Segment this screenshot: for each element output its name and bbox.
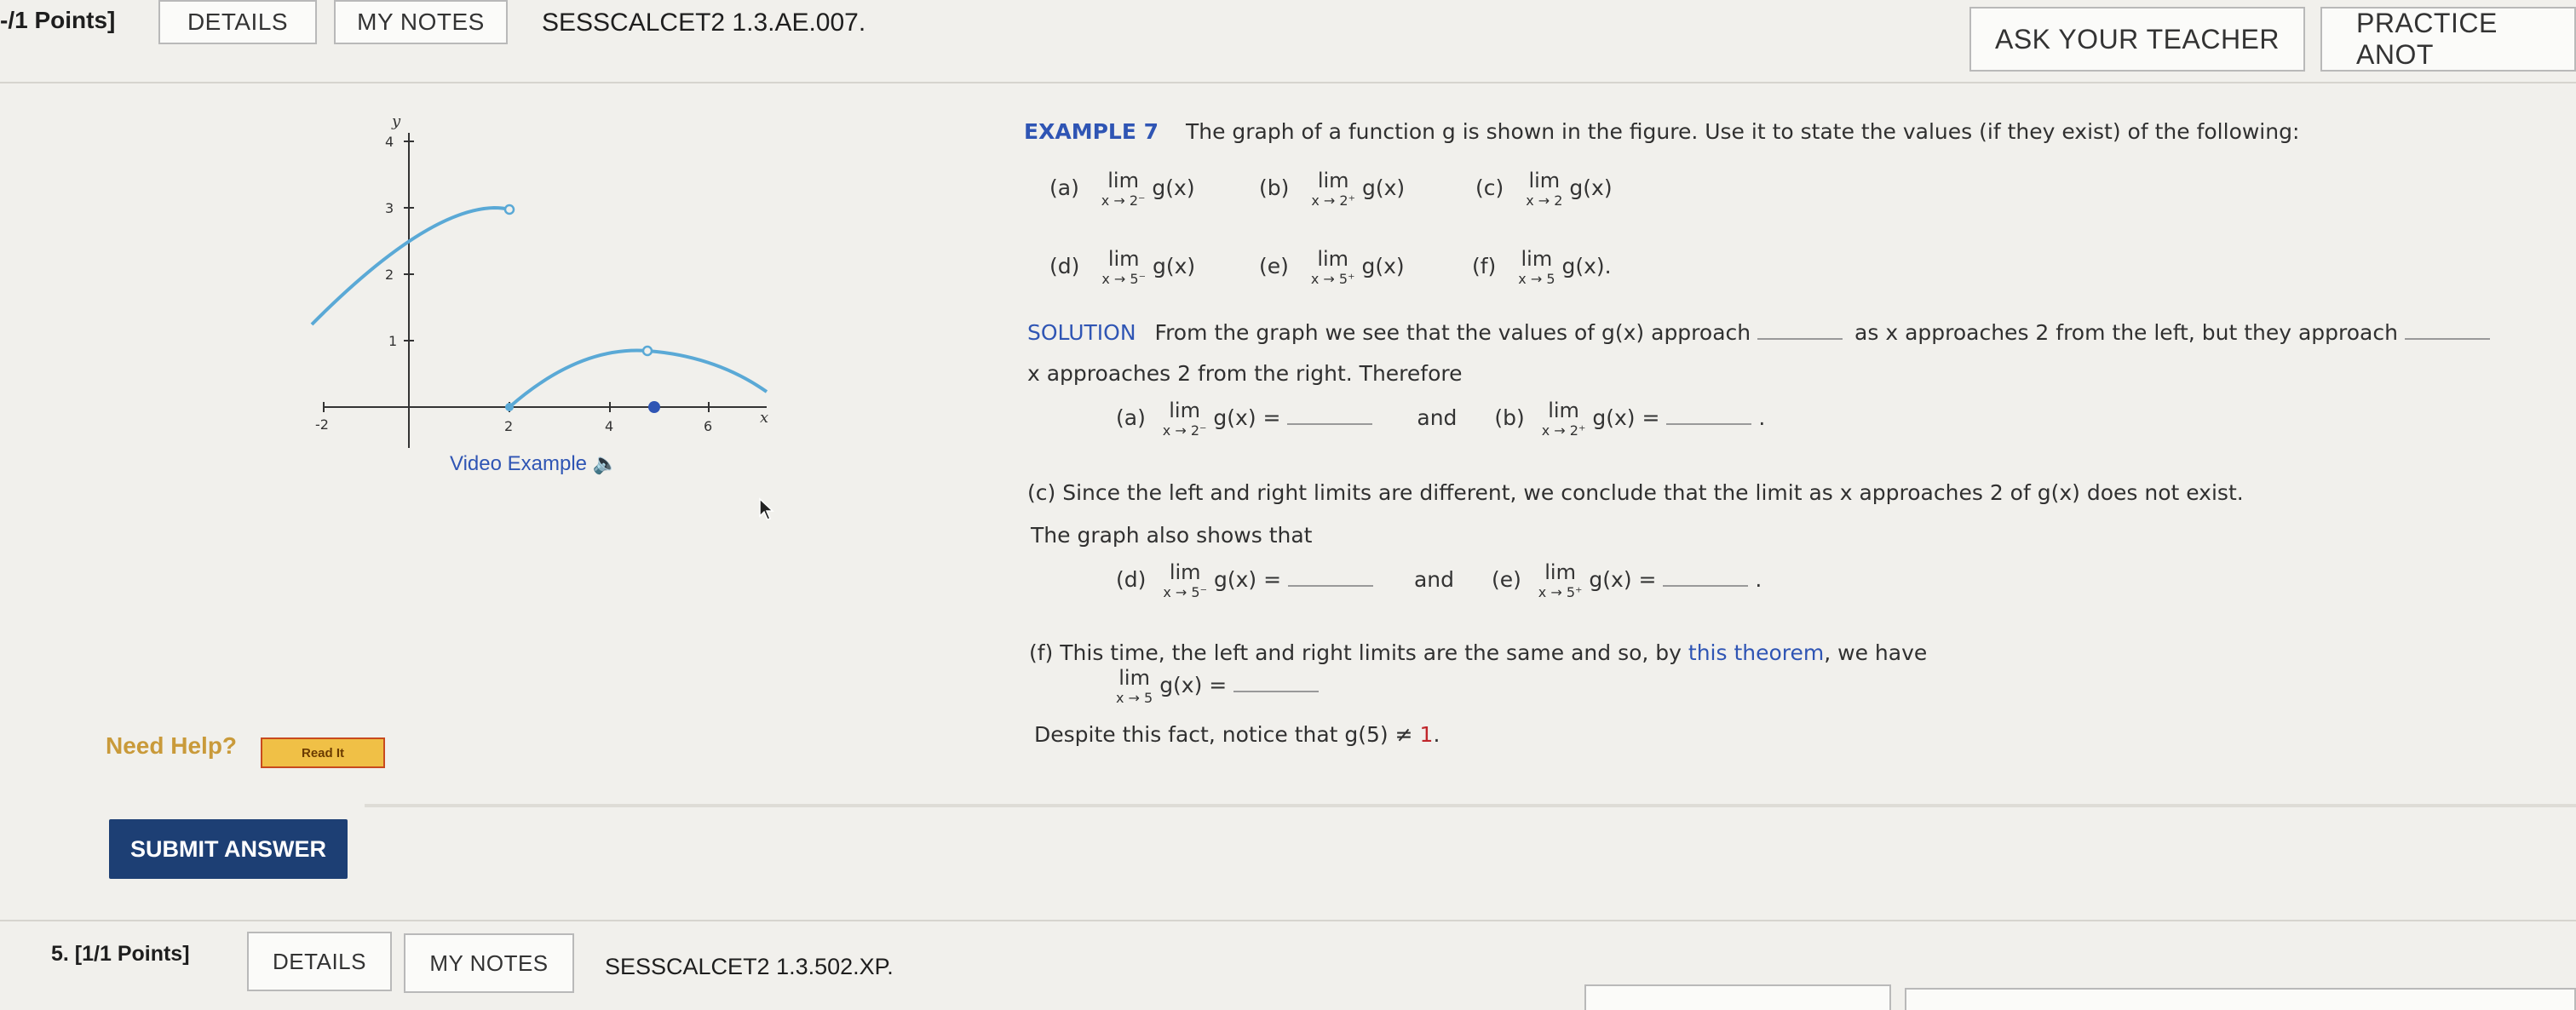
next-my-notes-button[interactable]: MY NOTES [404, 933, 574, 993]
next-practice-button[interactable] [1905, 988, 2576, 1010]
divider [0, 82, 2576, 83]
highlight-value: 1 [1419, 722, 1434, 747]
lim-subscript: x → 5⁻ [1101, 271, 1147, 287]
x-tick-label: 6 [704, 418, 713, 434]
solution-a-b-row [1116, 400, 1765, 438]
theorem-link[interactable]: this theorem [1688, 640, 1825, 665]
question-code: SESSCALCET2 1.3.AE.007. [542, 9, 866, 37]
example-title: EXAMPLE 7 [1024, 119, 1159, 144]
lim-subscript: x → 2⁺ [1541, 422, 1586, 439]
solution-text: , we have [1824, 640, 1928, 665]
lim-word: lim [1317, 169, 1349, 192]
solution-text: as x approaches 2 from the left, but they approach [1854, 320, 2398, 345]
lim-word: lim [1169, 399, 1200, 422]
lim-subscript: x → 5⁺ [1310, 271, 1355, 287]
lim-subscript: x → 2⁻ [1101, 192, 1146, 209]
solution-text: From the graph we see that the values of g(x) approach [1154, 320, 1751, 345]
y-tick-label: 2 [385, 267, 394, 283]
answer-blank-e[interactable] [1663, 585, 1748, 587]
details-button[interactable]: DETAILS [158, 0, 317, 44]
lim-word: lim [1107, 169, 1139, 192]
item-expr: g(x) [1152, 254, 1196, 278]
answer-blank-f[interactable] [1233, 691, 1319, 692]
and-word: and [1413, 567, 1454, 592]
next-points-label: 5. [1/1 Points] [51, 942, 190, 966]
points-label: -/1 Points] [0, 7, 116, 33]
answer-blank-d[interactable] [1288, 585, 1373, 587]
limit-item-d [1049, 249, 1195, 286]
submit-answer-button[interactable]: SUBMIT ANSWER [109, 819, 348, 879]
speaker-icon[interactable]: 🔈 [592, 452, 618, 475]
expr: g(x) = [1213, 405, 1281, 430]
item-label: (c) [1475, 175, 1504, 200]
item-label: (d) [1049, 254, 1080, 278]
example-prompt: The graph of a function g is shown in the figure. Use it to state the values (if they exist) of the following: [1185, 119, 2300, 144]
lim-subscript: x → 2⁺ [1311, 192, 1356, 209]
x-tick-label: 2 [504, 418, 514, 434]
expr: g(x) = [1213, 567, 1282, 592]
item-label: (f) [1472, 254, 1497, 278]
expr: g(x) = [1589, 567, 1657, 592]
lim-word: lim [1521, 247, 1553, 271]
x-tick-label: 4 [605, 418, 614, 434]
y-tick-label: 4 [385, 134, 394, 150]
item-expr: g(x) [1361, 175, 1406, 200]
y-tick-label: 1 [388, 333, 398, 349]
answer-blank[interactable] [1757, 338, 1843, 340]
my-notes-button[interactable]: MY NOTES [334, 0, 508, 44]
example-heading [1024, 119, 2299, 144]
item-expr: g(x) [1361, 254, 1405, 278]
limit-item-a [1049, 170, 1195, 208]
and-word: and [1417, 405, 1458, 430]
solution-f-row [1116, 668, 1319, 705]
solution-also-text: The graph also shows that [1031, 523, 1313, 548]
expr: g(x) = [1592, 405, 1660, 430]
video-example-link[interactable] [450, 451, 618, 476]
limit-item-b [1259, 170, 1405, 208]
x-tick-label: -2 [315, 416, 329, 433]
next-details-button[interactable]: DETAILS [247, 932, 392, 991]
item-label: (a) [1049, 175, 1079, 200]
lim-word: lim [1118, 666, 1150, 690]
need-help-label: Need Help? [106, 732, 238, 759]
solution-text: (f) This time, the left and right limits are the same and so, by [1029, 640, 1682, 665]
open-dot-left [505, 205, 514, 214]
lim-word: lim [1317, 247, 1349, 271]
item-expr: g(x) [1152, 175, 1195, 200]
lim-subscript: x → 2⁻ [1162, 422, 1207, 439]
lim-word: lim [1169, 560, 1201, 584]
lim-word: lim [1528, 169, 1561, 192]
solution-text: Despite this fact, notice that g(5) ≠ [1034, 722, 1413, 747]
divider [0, 920, 2576, 921]
y-tick-label: 3 [385, 200, 394, 216]
lim-word: lim [1548, 399, 1579, 422]
lim-subscript: x → 5 [1116, 690, 1153, 706]
function-graph [290, 99, 784, 456]
limit-item-f [1472, 249, 1612, 286]
read-it-button[interactable]: Read It [261, 737, 385, 768]
item-expr: g(x) [1569, 175, 1613, 200]
answer-blank-a[interactable] [1287, 423, 1372, 425]
period: . [1758, 405, 1766, 430]
question-header [0, 0, 2576, 77]
y-axis-label: y [392, 112, 401, 130]
lim-subscript: x → 5⁺ [1538, 584, 1583, 600]
x-axis-label: x [760, 409, 769, 427]
video-example-label[interactable]: Video Example [450, 452, 587, 475]
answer-blank[interactable] [2405, 338, 2490, 340]
curve-right [509, 351, 767, 407]
closed-dot-2 [505, 403, 514, 411]
open-dot-5 [643, 347, 652, 355]
item-label: (b) [1259, 175, 1290, 200]
solution-d-e-row [1116, 562, 1762, 600]
item-label: (e) [1491, 567, 1521, 592]
despite-text [1034, 722, 1440, 747]
item-label: (b) [1494, 405, 1525, 430]
solution-label: SOLUTION [1027, 320, 1136, 345]
item-label: (d) [1116, 567, 1147, 592]
limit-item-e [1259, 249, 1405, 286]
next-question-code: SESSCALCET2 1.3.502.XP. [605, 954, 894, 979]
period: . [1433, 722, 1440, 747]
curve-left [312, 208, 509, 324]
lim-subscript: x → 5 [1518, 271, 1555, 287]
lim-subscript: x → 5⁻ [1163, 584, 1208, 600]
solution-f-text [1029, 640, 1927, 665]
closed-dot-5 [648, 401, 660, 413]
period: . [1755, 567, 1762, 592]
ask-your-teacher-button[interactable]: ASK YOUR TEACHER [1969, 7, 2305, 72]
divider [365, 804, 2576, 807]
lim-word: lim [1107, 247, 1140, 271]
answer-blank-b[interactable] [1666, 423, 1751, 425]
solution-line-2: x approaches 2 from the right. Therefore [1027, 361, 1463, 386]
lim-subscript: x → 2 [1526, 192, 1563, 209]
item-label: (e) [1259, 254, 1289, 278]
solution-line-1 [1027, 320, 2490, 345]
next-ask-teacher-button[interactable] [1584, 984, 1891, 1010]
solution-c-text: (c) Since the left and right limits are different, we conclude that the limit as x approaches 2 of g(x) does not exist. [1027, 480, 2244, 505]
lim-word: lim [1544, 560, 1576, 584]
limit-item-c [1475, 170, 1613, 208]
mouse-cursor-icon [758, 497, 777, 521]
expr: g(x) = [1159, 673, 1228, 697]
item-expr: g(x). [1561, 254, 1612, 278]
item-label: (a) [1116, 405, 1146, 430]
practice-another-button[interactable]: PRACTICE ANOT [2320, 7, 2576, 72]
